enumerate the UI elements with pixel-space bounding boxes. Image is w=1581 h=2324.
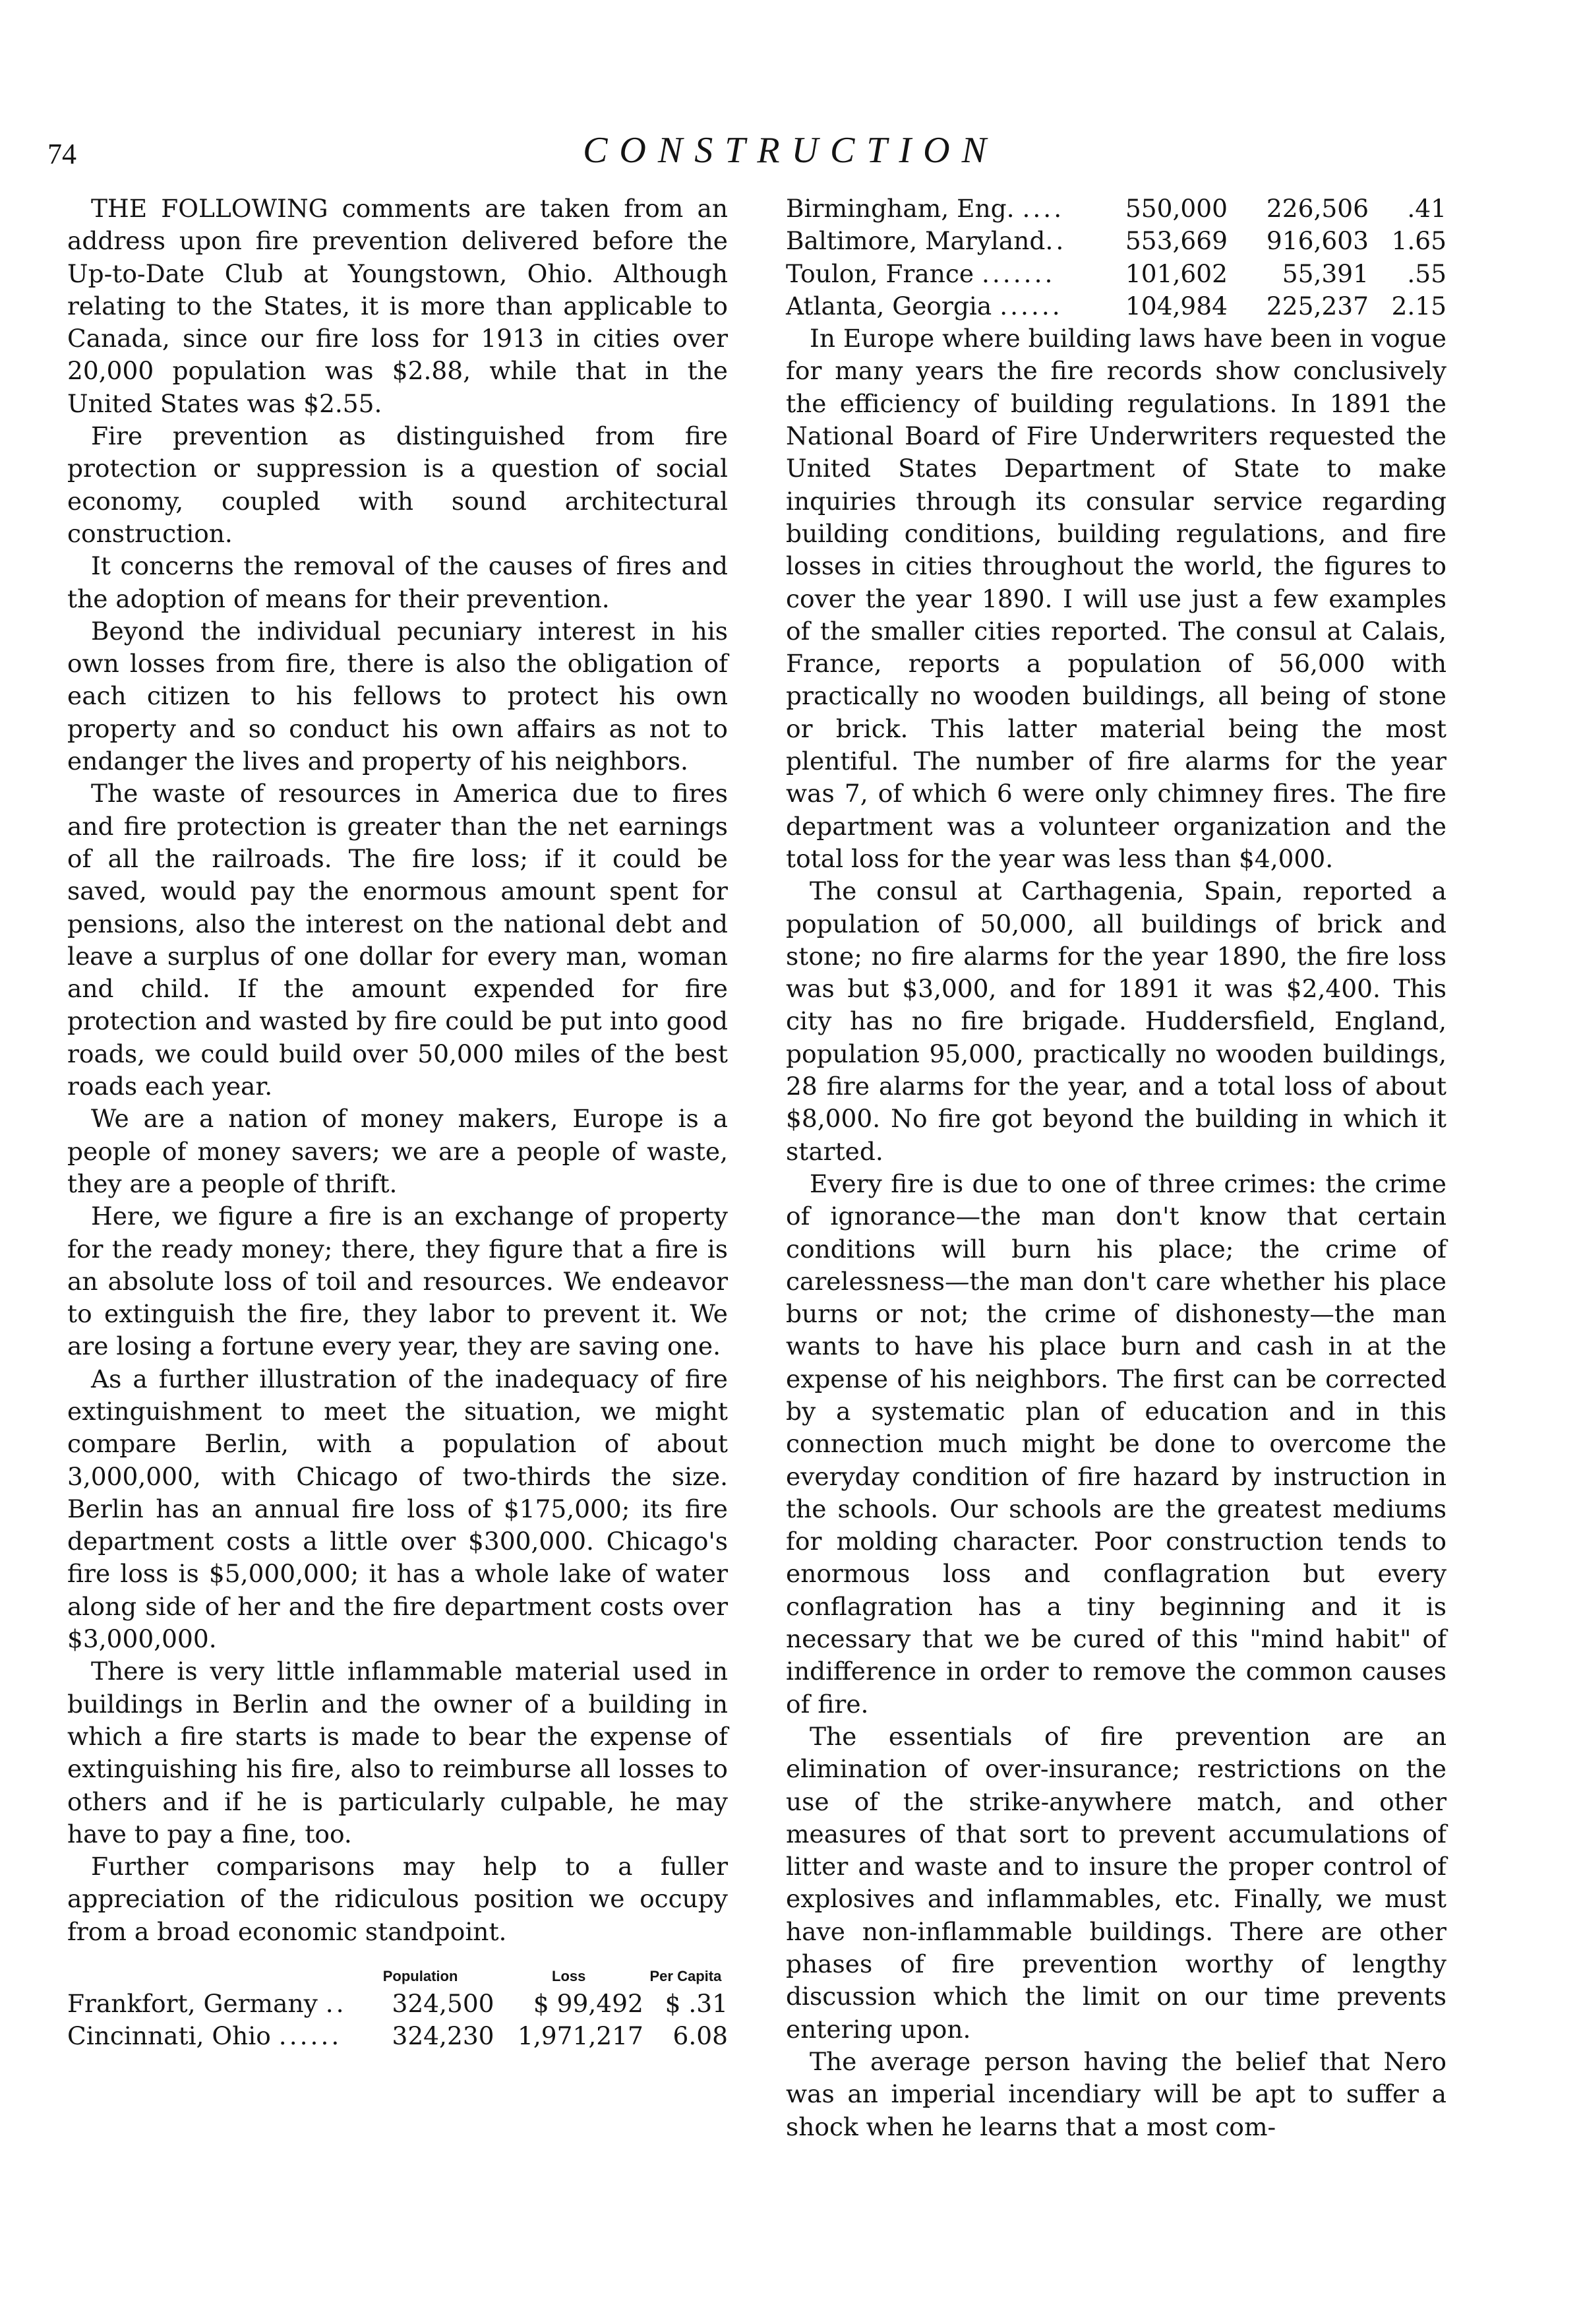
article-paragraph: Beyond the individual pecuniary interest in his own losses from fire, there is also the obligation of each citizen to his fellows to protect his own property and so conduct his own affairs as not to endanger the lives and property of his neighbors. [67,616,728,776]
leader-dots: .... [1022,194,1065,223]
loss-value: 226,506 [1266,194,1369,223]
article-paragraph: In Europe where building laws have been in vogue for many years the fire records show conclusively the efficiency of building regulations. In 1891 the National Board of Fire Underwriters requested the United States Department of State to make inquiries through its consular service regarding building conditions, building regulations, and fire losses in cities throughout the world, the figures to cover the year 1890. I will use just a few examples of the smaller cities reported. The consul at Calais, France, reports a population of 56,000 with practically no wooden buildings, all being of stone or brick. This latter material being the most plentiful. The number of fire alarms for the year was 7, of which 6 were only chimney fires. The fire department was a volunteer organization and the total loss for the year was less than $4,000. [786,324,1447,873]
city-name: Cincinnati, Ohio [67,2021,271,2051]
table-row [67,1988,728,2020]
loss-value: 916,603 [1266,226,1369,256]
leader-dots: .. [1045,226,1067,256]
city-name: Frankfort, Germany [67,1989,318,2019]
per-capita-value: 2.15 [1391,291,1447,321]
per-capita-value: .41 [1407,194,1447,223]
leader-dots: .. [325,1989,347,2019]
article-paragraph: The essentials of fire prevention are an elimination of over-insurance; restrictions on the use of the strike-anywhere match, and other measures of that sort to prevent accumulations of litter and waste and to insure the proper control of explosives and inflammables, etc. Finally, we must have non-inflammable buildings. There are other phases of fire prevention worthy of lengthy discussion which the limit on our time prevents entering upon. [786,1721,1447,2044]
population-value: 553,669 [1125,226,1228,256]
article-paragraph: Every fire is due to one of three crimes: the crime of ignorance—the man don't know that certain conditions will burn his place; the crime of carelessness—the man don't care whether his place burns or not; the crime of dishonesty—the man wants to have his place burn and cash in at the expense of his neighbors. The first can be corrected by a systematic plan of education and in this connection much might be done to overcome the everyday condition of fire hazard by instruction in the schools. Our schools are the greatest mediums for molding character. Poor construction tends to enormous loss and conflagration but every conflagration has a tiny beginning and it is necessary that we be cured of this "mind habit" of indifference in order to remove the common causes of fire. [786,1169,1447,1719]
population-value: 324,500 [392,1989,494,2019]
table-header-row [67,1968,728,1988]
column-header-per-capita: Per Capita [649,1968,722,1985]
article-paragraph: The consul at Carthagenia, Spain, reported a population of 50,000, all buildings of brick and stone; no fire alarms for the year 1890, the fire loss was but $3,000, and for 1891 it was $2,400. This city has no fire brigade. Huddersfield, England, population 95,000, practically no wooden buildings, 28 fire alarms for the year, and a total loss of about $8,000. No fire got beyond the building in which it started. [786,876,1447,1166]
column-header-population: Population [382,1968,458,1985]
table-row [786,290,1447,322]
article-paragraph: Fire prevention as distinguished from fire protection or suppression is a question of social economy, coupled with sound architectural construction. [67,421,728,548]
article-paragraph: Here, we figure a fire is an exchange of property for the ready money; there, they figure that a fire is an absolute loss of toil and resources. We endeavor to extinguish the fire, they labor to prevent it. We are losing a fortune every year, they are saving one. [67,1202,728,1361]
per-capita-value: 6.08 [672,2021,728,2051]
population-value: 104,984 [1125,291,1228,321]
article-paragraph: There is very little inflammable material used in buildings in Berlin and the owner of a building in which a fire starts is made to bear the expense of extinguishing his fire, also to reimburse all losses to others and if he is particularly culpable, he may have to pay a fine, too. [67,1657,728,1849]
article-paragraph: We are a nation of money makers, Europe is a people of money savers; we are a people of waste, they are a people of thrift. [67,1104,728,1198]
loss-value: 225,237 [1266,291,1369,321]
city-name: Birmingham, Eng. [786,194,1015,223]
table-row [67,2020,728,2052]
loss-value: $ 99,492 [533,1989,643,2019]
left-column [67,193,728,2053]
column-header-loss: Loss [552,1968,586,1985]
per-capita-value: .55 [1407,259,1447,288]
population-value: 550,000 [1125,194,1228,223]
per-capita-value: 1.65 [1391,226,1447,256]
table-row [786,225,1447,257]
fire-loss-table-continued [786,193,1447,322]
population-value: 101,602 [1125,259,1228,288]
leader-dots: ....... [981,259,1056,288]
city-name: Atlanta, Georgia [786,291,992,321]
right-column [786,193,1447,2143]
page-number: 74 [47,138,76,170]
leader-dots: ...... [999,291,1063,321]
city-name: Baltimore, Maryland [786,226,1046,256]
leader-dots: ...... [278,2021,342,2051]
running-head-title: CONSTRUCTION [583,130,998,171]
article-paragraph: THE FOLLOWING comments are taken from an address upon fire prevention delivered before the Up-to-Date Club at Youngstown, Ohio. Although relating to the States, it is more than applicable to Canada, since our fire loss for 1913 in cities over 20,000 population was $2.88, while that in the United States was $2.55. [67,194,728,418]
article-paragraph: The average person having the belief that Nero was an imperial incendiary will be apt to suffer a shock when he learns that a most com- [786,2046,1447,2141]
article-paragraph: As a further illustration of the inadequacy of fire extinguishment to meet the situation, we might compare Berlin, with a population of about 3,000,000, with Chicago of two-thirds the size. Berlin has an annual fire loss of $175,000; its fire department costs a little over $300,000. Chicago's fire loss is $5,000,000; it has a whole lake of water along side of her and the fire department costs over $3,000,000. [67,1364,728,1654]
table-row [786,193,1447,225]
table-row [786,258,1447,290]
article-paragraph: The waste of resources in America due to fires and fire protection is greater than the net earnings of all the railroads. The fire loss; if it could be saved, would pay the enormous amount spent for pensions, also the interest on the national debt and leave a surplus of one dollar for every man, woman and child. If the amount expended for fire protection and wasted by fire could be put into good roads, we could build over 50,000 miles of the best roads each year. [67,779,728,1101]
loss-value: 55,391 [1282,259,1369,288]
fire-loss-table [67,1968,728,2053]
article-paragraph: Further comparisons may help to a fuller appreciation of the ridiculous position we occupy from a broad economic standpoint. [67,1852,728,1946]
article-paragraph: It concerns the removal of the causes of fires and the adoption of means for their prevention. [67,551,728,613]
loss-value: 1,971,217 [517,2021,643,2051]
per-capita-value: $ .31 [665,1989,728,2019]
population-value: 324,230 [392,2021,494,2051]
city-name: Toulon, France [786,259,974,288]
